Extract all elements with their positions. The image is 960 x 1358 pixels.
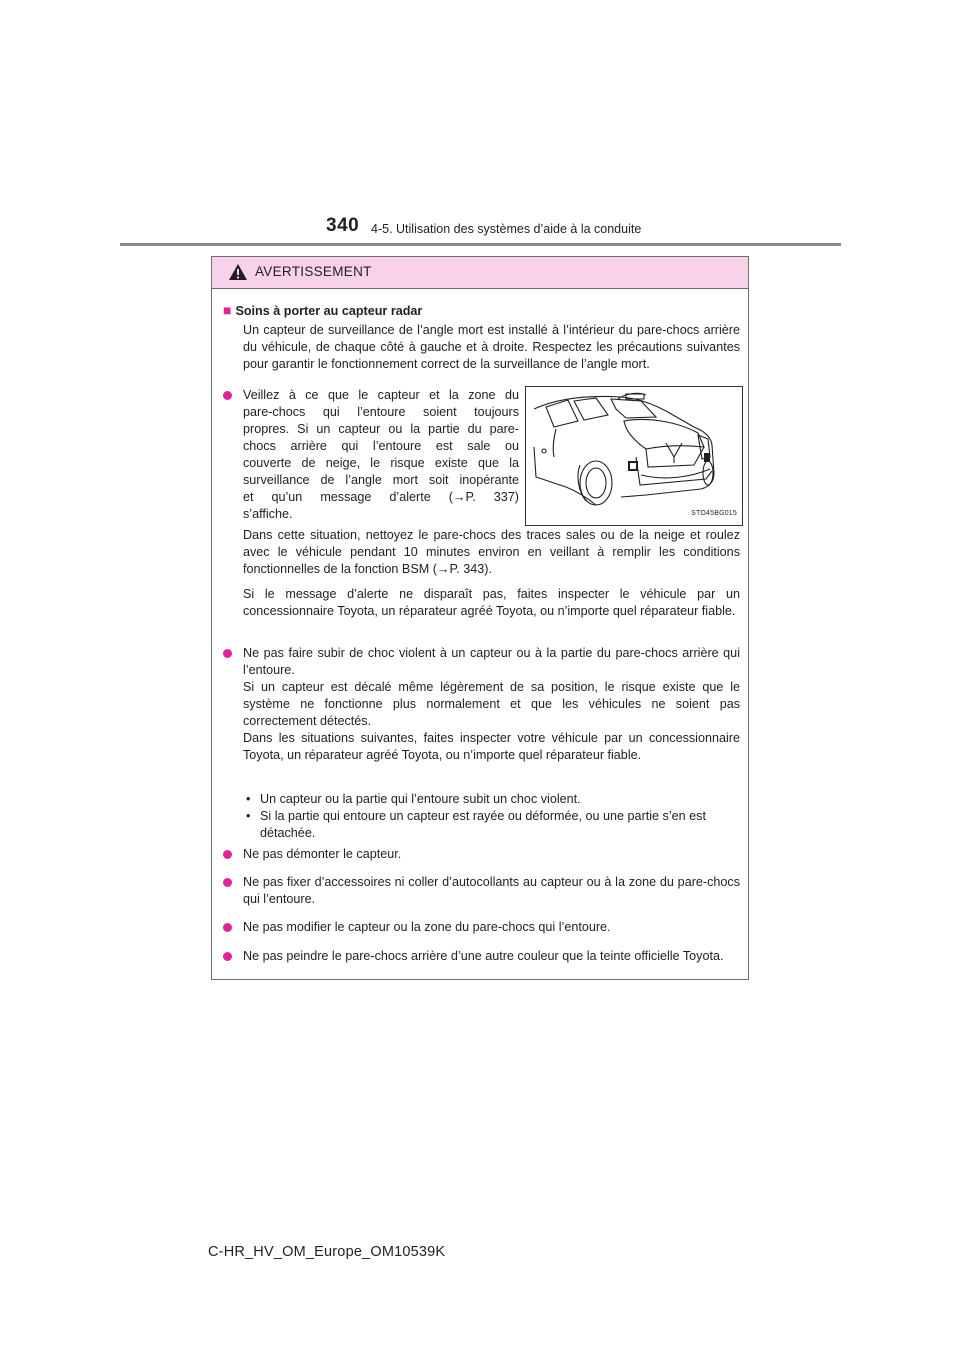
header-rule: [120, 243, 841, 246]
bullet2-part-a: Ne pas faire subir de choc violent à un capteur ou à la partie du pare-chocs arrière qui l’entoure.: [243, 646, 740, 677]
warning-header: [212, 257, 748, 289]
warning-triangle-icon: [228, 263, 248, 281]
bullet-text: Ne pas modifier le capteur ou la zone du pare-chocs qui l’entoure.: [243, 920, 611, 934]
bullet1-line: couverte de neige, le risque existe que la: [243, 456, 519, 470]
circle-bullet-icon: [223, 878, 232, 887]
square-bullet-icon: ■: [223, 302, 232, 318]
bullet1-continuation: Dans cette situation, nettoyez le pare-chocs des traces sales ou de la neige et roulez avec le véhicule pendant 10 minutes environ en veillant à remplir les conditions fonctionnelles de la fonction BSM (→P. 343).: [243, 528, 740, 576]
bullet1-line: s’affiche.: [243, 507, 293, 521]
bullet1-line: surveillance de l’angle mort soit inopérante: [243, 473, 519, 487]
page-number: 340: [326, 215, 360, 236]
warning-box: [211, 256, 749, 980]
section-title: 4-5. Utilisation des systèmes d’aide à la conduite: [371, 222, 642, 236]
circle-bullet-icon: [223, 923, 232, 932]
figure-id: STO45BG015: [691, 510, 737, 517]
warning-title: AVERTISSEMENT: [255, 264, 372, 279]
car-rear-figure: [525, 386, 743, 526]
bullet1-line: propres. Si un capteur ou la partie du pare-: [243, 422, 519, 436]
bullet2-part-c: Dans les situations suivantes, faites inspecter votre véhicule par un concessionnaire Toyota, un réparateur agréé Toyota, ou n’importe quel réparateur fiable.: [243, 731, 740, 762]
footer-code: C-HR_HV_OM_Europe_OM10539K: [208, 1244, 446, 1260]
bullet2-part-b: Si un capteur est décalé même légèrement de sa position, le risque existe que le système ne fonctionne plus normalement et que les véhicules ne soient pas correctement détectés.: [243, 680, 740, 728]
bullet1-line: et qu’un message d’alerte (→P. 337): [243, 490, 519, 504]
section-heading: [223, 302, 422, 320]
sub-item-text: Un capteur ou la partie qui l’entoure subit un choc violent.: [260, 792, 581, 806]
circle-bullet-icon: [223, 649, 232, 658]
circle-bullet-icon: [223, 391, 232, 400]
bullet-text: Ne pas démonter le capteur.: [243, 847, 402, 861]
bullet1-line: pare-chocs qui l’entoure soient toujours: [243, 405, 519, 419]
intro-paragraph: Un capteur de surveillance de l’angle mort est installé à l’intérieur du pare-chocs arrière du véhicule, de chaque côté à gauche et à droite. Respectez les précautions suivantes pour garantir le fonctionnement correct de la surveillance de l’angle mort.: [243, 323, 740, 371]
sub-item-text: Si la partie qui entoure un capteur est rayée ou déformée, ou une partie s’en est détachée.: [260, 809, 706, 840]
bullet1-note: Si le message d’alerte ne disparaît pas, faites inspecter le véhicule par un concessionnaire Toyota, un réparateur agréé Toyota, ou n’importe quel réparateur fiable.: [243, 587, 740, 618]
sub-item-marker: •: [246, 809, 251, 823]
circle-bullet-icon: [223, 952, 232, 961]
bullet-text: [243, 645, 740, 764]
section-heading-text: Soins à porter au capteur radar: [235, 304, 423, 318]
bullet-text: Ne pas fixer d’accessoires ni coller d’autocollants au capteur ou à la zone du pare-chocs qui l’entoure.: [243, 875, 740, 906]
sub-item-marker: •: [246, 792, 251, 806]
bullet1-line: chocs arrière qui l’entoure est sale ou: [243, 439, 519, 453]
bullet-text: [243, 387, 519, 523]
bullet1-line: Veillez à ce que le capteur et la zone du: [243, 388, 519, 402]
bullet-text: Ne pas peindre le pare-chocs arrière d’une autre couleur que la teinte officielle Toyota.: [243, 949, 724, 963]
circle-bullet-icon: [223, 850, 232, 859]
